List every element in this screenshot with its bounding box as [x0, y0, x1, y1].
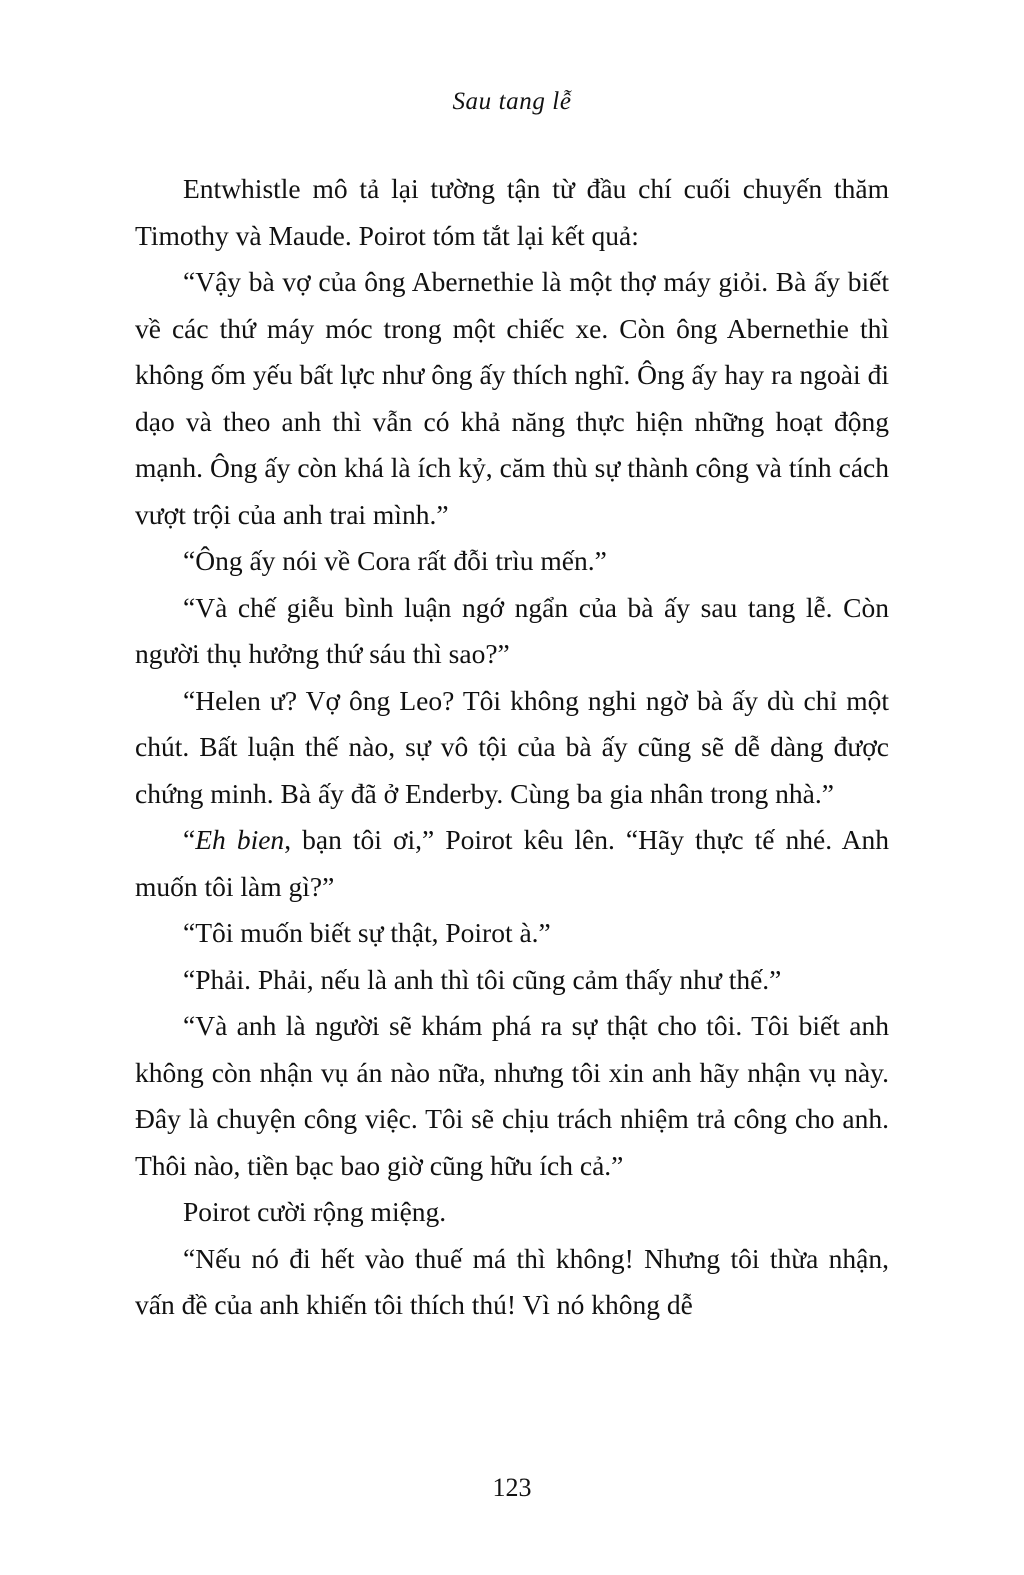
text-run: “Phải. Phải, nếu là anh thì tôi cũng cảm thấy như thế.” [183, 963, 782, 995]
paragraph [135, 1003, 889, 1189]
page-number: 123 [492, 1473, 532, 1502]
paragraph [135, 957, 889, 1004]
text-run: “Và chế giễu bình luận ngớ ngẩn của bà ấy sau tang lễ. Còn người thụ hưởng thứ sáu thì sao?” [135, 591, 889, 669]
paragraph [135, 166, 889, 259]
text-run: “ [183, 824, 196, 855]
paragraph [135, 1236, 889, 1329]
text-run: “Ông ấy nói về Cora rất đỗi trìu mến.” [183, 545, 607, 576]
italic-phrase: Eh bien [195, 824, 285, 855]
text-run: “Vậy bà vợ của ông Abernethie là một thợ máy giỏi. Bà ấy biết về các thứ máy móc trong một chiếc xe. Còn ông Abernethie thì không ốm yếu bất lực như ông ấy thích nghĩ. Ông ấy hay ra ngoài đi dạo và theo anh thì vẫn có khả năng thực hiện những hoạt động mạnh. Ông ấy còn khá là ích kỷ, căm thù sự thành công và tính cách vượt trội của anh trai mình.” [135, 266, 889, 530]
running-head: Sau tang lễ [452, 88, 572, 115]
text-run: Poirot cười rộng miệng. [183, 1196, 447, 1227]
paragraph [135, 585, 889, 678]
paragraph [135, 538, 889, 585]
paragraph [135, 910, 889, 957]
text-run: “Nếu nó đi hết vào thuế má thì không! Nhưng tôi thừa nhận, vấn đề của anh khiến tôi thích thú! Vì nó không dễ [135, 1242, 889, 1320]
paragraph [135, 817, 889, 910]
paragraph [135, 259, 889, 538]
text-run: “Và anh là người sẽ khám phá ra sự thật cho tôi. Tôi biết anh không còn nhận vụ án nào nữa, nhưng tôi xin anh hãy nhận vụ này. Đây là chuyện công việc. Tôi sẽ chịu trách nhiệm trả công cho anh. Thôi nào, tiền bạc bao giờ cũng hữu ích cả.” [135, 1010, 889, 1181]
text-run: , bạn tôi ơi,” Poirot kêu lên. “Hãy thực tế nhé. Anh muốn tôi làm gì?” [135, 824, 889, 902]
text-run: “Helen ư? Vợ ông Leo? Tôi không nghi ngờ bà ấy dù chỉ một chút. Bất luận thế nào, sự vô tội của bà ấy cũng sẽ dễ dàng được chứng minh. Bà ấy đã ở Enderby. Cùng ba gia nhân trong nhà.” [135, 684, 889, 809]
text-run: “Tôi muốn biết sự thật, Poirot à.” [183, 917, 551, 948]
paragraph [135, 678, 889, 818]
page-body-text [135, 166, 889, 1329]
text-run: Entwhistle mô tả lại tường tận từ đầu chí cuối chuyến thăm Timothy và Maude. Poirot tóm tắt lại kết quả: [135, 173, 889, 251]
paragraph [135, 1189, 889, 1236]
